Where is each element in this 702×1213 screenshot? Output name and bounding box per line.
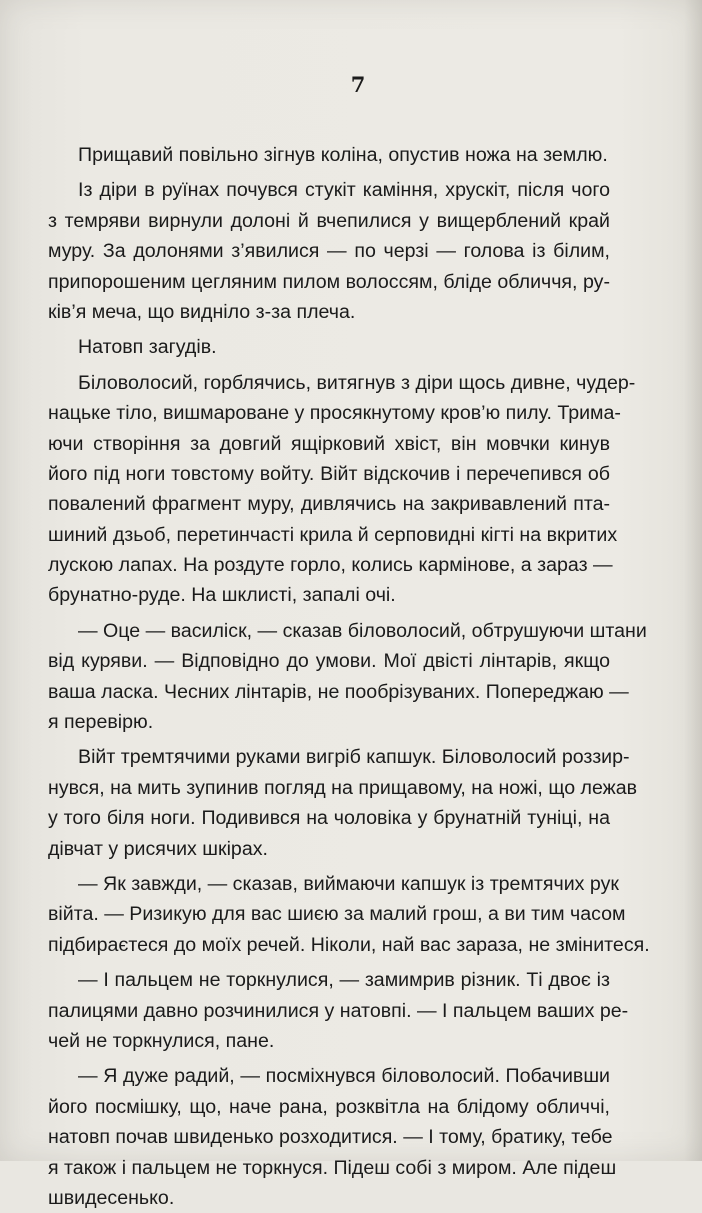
text-line: нувся, на мить зупинив погляд на прищавому, на ножі, що лежав: [48, 776, 638, 799]
text-line: ків’я меча, що видніло з-за плеча.: [48, 300, 356, 323]
page-edge-shadow: [684, 0, 702, 1161]
text-line: нацьке тіло, вишмароване у просякнутому кров’ю пилу. Трима-: [48, 402, 621, 425]
text-line: — Оце — василіск, — сказав біловолосий, обтрушуючи штани: [78, 619, 647, 642]
paragraph: [48, 616, 647, 738]
paragraph: [48, 965, 629, 1056]
text-line: від куряви. — Відповідно до умови. Мої двісті лінтарів, якщо: [48, 650, 610, 673]
text-line: натовп почав швиденько розходитися. — І тому, братику, тебе: [48, 1126, 613, 1149]
text-line: я перевірю.: [48, 711, 154, 734]
text-line: палицями давно розчинилися у натовпі. — І пальцем ваших ре-: [48, 999, 629, 1022]
text-line: у того біля ноги. Подивився на чоловіка у брунатній туніці, на: [48, 807, 610, 830]
text-line: Натовп загудів.: [78, 336, 217, 359]
paragraph: [48, 140, 610, 170]
text-line: швидесенько.: [48, 1186, 175, 1209]
text-line: брунатно-руде. На шклисті, запалі очі.: [48, 584, 396, 607]
text-line: дівчат у рисячих шкірах.: [48, 837, 268, 860]
text-line: Війт тремтячими руками вигріб капшук. Біловолосий роззир-: [78, 746, 630, 769]
paragraph: [48, 1061, 617, 1213]
text-line: шиний дзьоб, перетинчасті крила й серповидні кігті на вкритих: [48, 523, 618, 546]
text-line: чей не торкнулися, пане.: [48, 1029, 275, 1052]
text-line: муру. За долонями з’явилися — по черзі — голова із білим,: [48, 240, 610, 263]
text-line: я також і пальцем не торкнуся. Підеш собі з миром. Але підеш: [48, 1156, 617, 1179]
text-line: його під ноги товстому войту. Війт відскочив і перечепився об: [48, 462, 610, 485]
text-line: Прищавий повільно зігнув коліна, опустив ножа на землю.: [78, 144, 608, 166]
text-line: — Як завжди, — сказав, виймаючи капшук із тремтячих рук: [78, 872, 619, 895]
text-line: — І пальцем не торкнулися, — замимрив різник. Ті двоє із: [78, 969, 610, 992]
paragraph: [48, 368, 636, 611]
text-line: припорошеним цегляним пилом волоссям, бліде обличчя, ру-: [48, 270, 610, 293]
text-line: підбираєтеся до моїх речей. Ніколи, най вас зараза, не змінитеся.: [48, 933, 650, 956]
text-line: його посмішку, що, наче рана, розквітла на блідому обличчі,: [48, 1095, 610, 1118]
paragraph: [48, 332, 610, 362]
paragraph: [48, 742, 638, 864]
body-text: [48, 140, 650, 1213]
paragraph: [48, 175, 610, 327]
text-line: Із діри в руїнах почувся стукіт каміння, хрускіт, після чого: [78, 179, 610, 202]
text-line: ваша ласка. Чесних лінтарів, не пообрізуваних. Попереджаю —: [48, 680, 629, 703]
text-line: повалений фрагмент муру, дивлячись на закривавлений пта-: [48, 493, 610, 516]
text-line: війта. — Ризикую для вас шиєю за малий грош, а ви тим часом: [48, 903, 626, 926]
page-number: 7: [350, 72, 366, 97]
text-line: Біловолосий, горблячись, витягнув з діри щось дивне, чудер-: [78, 371, 636, 394]
text-line: з темряви вирнули долоні й вчепилися у вищерблений край: [48, 209, 610, 232]
text-line: лускою лапах. На роздуте горло, колись кармінове, а зараз —: [48, 554, 613, 577]
text-line: — Я дуже радий, — посміхнувся біловолосий. Побачивши: [78, 1065, 610, 1088]
text-line: ючи створіння за довгий ящірковий хвіст, він мовчки кинув: [48, 432, 610, 455]
paragraph: [48, 869, 650, 960]
